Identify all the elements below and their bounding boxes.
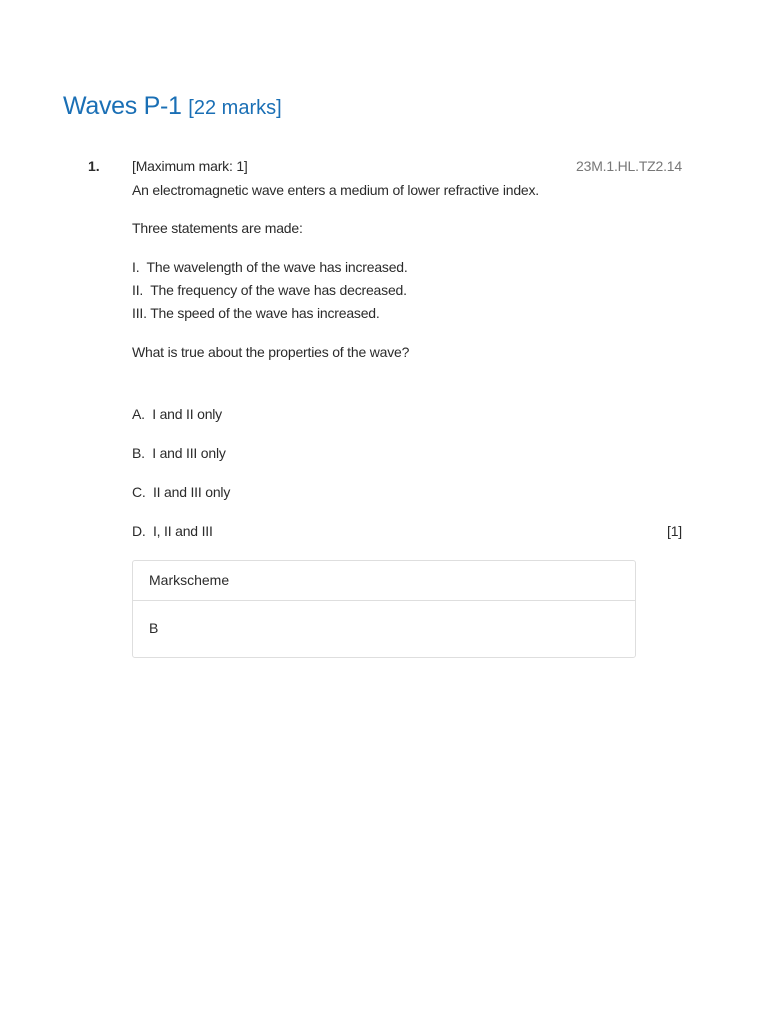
- maximum-mark: [Maximum mark: 1]: [132, 158, 248, 174]
- option-label: B. I and III only: [132, 445, 226, 461]
- option-label: A. I and II only: [132, 406, 222, 422]
- statements-intro: Three statements are made:: [132, 220, 303, 236]
- question-stem: An electromagnetic wave enters a medium of lower refractive index.: [132, 182, 539, 198]
- page-title: [63, 90, 282, 124]
- question-reference: 23M.1.HL.TZ2.14: [576, 158, 682, 174]
- question-body: [132, 156, 682, 560]
- option-label: C. II and III only: [132, 484, 231, 500]
- option-a: [132, 404, 682, 443]
- markscheme-heading: Markscheme: [133, 561, 635, 601]
- statement-item: III. The speed of the wave has increased.: [132, 305, 380, 321]
- statement-item: I. The wavelength of the wave has increased.: [132, 259, 408, 275]
- question-prompt: What is true about the properties of the wave?: [132, 344, 410, 360]
- answer-options: [132, 404, 682, 560]
- question-header: [132, 156, 682, 176]
- statement-list: [132, 257, 682, 326]
- markscheme-panel: [132, 560, 636, 658]
- question-mark-tag: [1]: [667, 523, 682, 539]
- option-b: [132, 443, 682, 482]
- statement-item: II. The frequency of the wave has decreased.: [132, 282, 407, 298]
- question-number: 1.: [88, 158, 100, 174]
- option-c: [132, 482, 682, 521]
- page-title-text: Waves P-1: [63, 92, 182, 120]
- option-label: D. I, II and III: [132, 523, 213, 539]
- total-marks: [22 marks]: [188, 97, 282, 119]
- markscheme-answer: B: [149, 620, 159, 636]
- option-d: [132, 521, 682, 560]
